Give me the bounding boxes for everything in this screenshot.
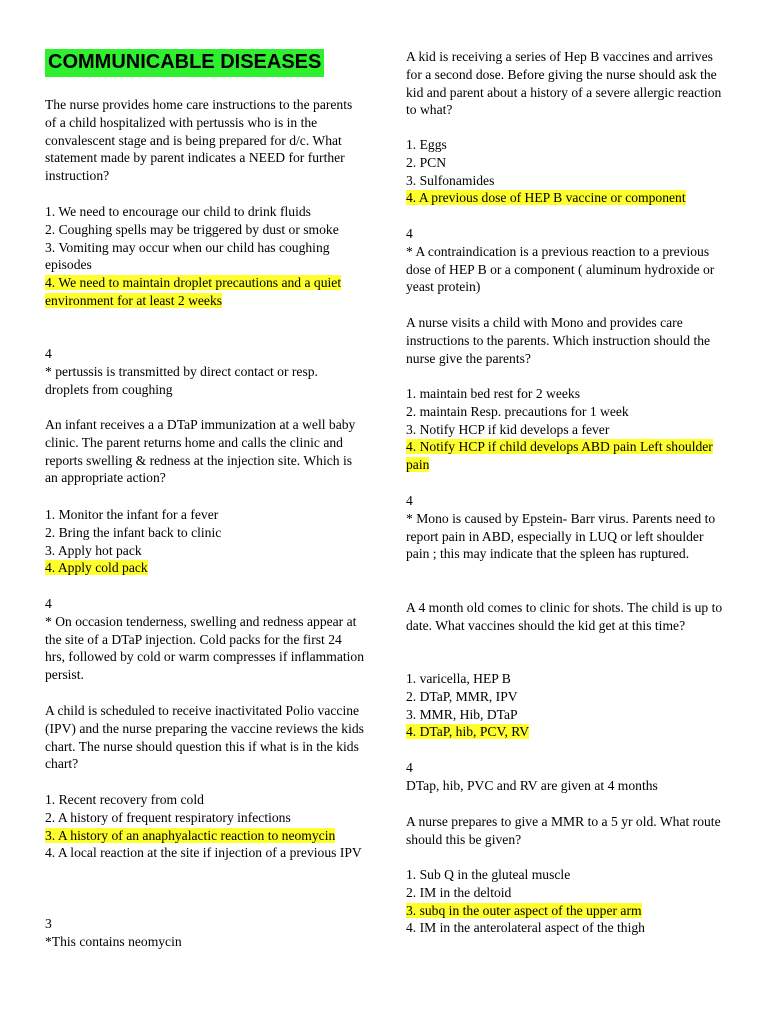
answer-highlight: 4. Apply cold pack bbox=[45, 560, 148, 576]
answer-highlight: 4. A previous dose of HEP B vaccine or component bbox=[406, 190, 686, 206]
question-3-options bbox=[45, 791, 365, 862]
option-correct bbox=[406, 902, 728, 920]
answer-number: 4 bbox=[406, 760, 413, 775]
question-1-options bbox=[45, 203, 365, 310]
question-text: A nurse prepares to give a MMR to a 5 yr old. What route should this be given? bbox=[406, 814, 721, 847]
answer-highlight: 3. subq in the outer aspect of the upper arm bbox=[406, 902, 642, 918]
question-1-answer bbox=[45, 345, 365, 398]
answer-highlight: 4. DTaP, hib, PCV, RV bbox=[406, 724, 530, 740]
option: 3. MMR, Hib, DTaP bbox=[406, 706, 518, 722]
option: 3. Vomiting may occur when our child has coughing episodes bbox=[45, 239, 330, 273]
answer-highlight: 4. We need to maintain droplet precautions and a quiet environment for at least 2 weeks bbox=[45, 275, 342, 308]
rationale: DTap, hib, PVC and RV are given at 4 months bbox=[406, 777, 658, 793]
option: 2. IM in the deltoid bbox=[406, 884, 512, 900]
answer-number: 3 bbox=[45, 916, 52, 931]
answer-number: 4 bbox=[406, 493, 413, 508]
option: 1. varicella, HEP B bbox=[406, 671, 511, 686]
question-2-options bbox=[45, 506, 365, 577]
rationale: * Mono is caused by Epstein- Barr virus. Parents need to report pain in ABD, especially in LUQ or left shoulder pain ; this may indicate that the spleen has ruptured. bbox=[406, 510, 716, 562]
rationale: * On occasion tenderness, swelling and redness appear at the site of a DTaP injection. Cold packs for the first 24 hrs, followed by cold or warm compresses if inflammation persist. bbox=[45, 613, 365, 683]
option-correct bbox=[406, 438, 728, 474]
question-4 bbox=[406, 48, 728, 119]
question-text: A child is scheduled to receive inactivitated Polio vaccine (IPV) and the nurse preparing the vaccine reviews the kids chart. The nurse should question this if what is in the kids chart? bbox=[45, 703, 364, 772]
question-4-answer bbox=[406, 225, 728, 296]
question-text: An infant receives a a DTaP immunization at a well baby clinic. The parent returns home and calls the clinic and reports swelling & redness at the injection site. Which is an appropriate action? bbox=[45, 417, 356, 486]
question-text: A nurse visits a child with Mono and provides care instructions to the parents. Which instruction should the nurse give the parents? bbox=[406, 315, 711, 366]
option: 1. Sub Q in the gluteal muscle bbox=[406, 867, 571, 882]
question-5-answer bbox=[406, 492, 728, 563]
option: 3. Sulfonamides bbox=[406, 172, 495, 188]
option: 3. Apply hot pack bbox=[45, 542, 142, 558]
option: 3. Notify HCP if kid develops a fever bbox=[406, 421, 610, 437]
option: 2. DTaP, MMR, IPV bbox=[406, 688, 518, 704]
option: 1. Eggs bbox=[406, 137, 447, 152]
option-correct bbox=[45, 827, 365, 845]
option: 1. We need to encourage our child to drink fluids bbox=[45, 204, 311, 219]
answer-highlight: 3. A history of an anaphyalactic reaction to neomycin bbox=[45, 827, 336, 843]
question-3 bbox=[45, 702, 365, 773]
question-2-answer bbox=[45, 595, 365, 684]
question-1 bbox=[45, 96, 365, 185]
option: 4. A local reaction at the site if injection of a previous IPV bbox=[45, 845, 362, 861]
option: 1. Monitor the infant for a fever bbox=[45, 507, 219, 522]
option: 2. maintain Resp. precautions for 1 week bbox=[406, 403, 629, 419]
question-4-options bbox=[406, 136, 728, 207]
question-6-options bbox=[406, 670, 728, 741]
option-correct bbox=[406, 723, 728, 741]
answer-number: 4 bbox=[45, 346, 52, 361]
question-6-answer bbox=[406, 759, 728, 795]
option: 1. maintain bed rest for 2 weeks bbox=[406, 386, 581, 401]
question-text: A kid is receiving a series of Hep B vaccines and arrives for a second dose. Before giving the nurse should ask the kid and parent about a history of a severe allergic reaction to what? bbox=[406, 49, 722, 118]
rationale: * pertussis is transmitted by direct contact or resp. droplets from coughing bbox=[45, 363, 318, 397]
page-title: COMMUNICABLE DISEASES bbox=[45, 49, 324, 77]
answer-number: 4 bbox=[45, 596, 52, 611]
answer-highlight: 4. Notify HCP if child develops ABD pain Left shoulder pain bbox=[406, 439, 713, 473]
question-2 bbox=[45, 416, 365, 487]
rationale: * A contraindication is a previous reaction to a previous dose of HEP B or a component ( aluminum hydroxide or yeast protein) bbox=[406, 243, 715, 295]
question-3-answer bbox=[45, 915, 365, 951]
option: 2. PCN bbox=[406, 154, 447, 170]
option: 2. Coughing spells may be triggered by dust or smoke bbox=[45, 221, 339, 237]
option-correct bbox=[406, 189, 728, 207]
option: 4. IM in the anterolateral aspect of the thigh bbox=[406, 920, 645, 936]
question-5-options bbox=[406, 385, 728, 474]
question-6 bbox=[406, 599, 728, 635]
option: 1. Recent recovery from cold bbox=[45, 792, 204, 807]
answer-number: 4 bbox=[406, 226, 413, 241]
option-correct bbox=[45, 559, 365, 577]
option-correct bbox=[45, 274, 365, 310]
option: 2. A history of frequent respiratory infections bbox=[45, 809, 291, 825]
option: 2. Bring the infant back to clinic bbox=[45, 524, 222, 540]
question-text: The nurse provides home care instructions to the parents of a child hospitalized with pertussis who is in the convalescent stage and is being prepared for d/c. What statement made by parent indicates a NEED for further instruction? bbox=[45, 97, 353, 184]
question-5 bbox=[406, 314, 728, 367]
rationale: *This contains neomycin bbox=[45, 933, 182, 949]
question-7 bbox=[406, 813, 728, 849]
question-text: A 4 month old comes to clinic for shots. The child is up to date. What vaccines should the kid get at this time? bbox=[406, 600, 723, 633]
question-7-options bbox=[406, 866, 728, 937]
